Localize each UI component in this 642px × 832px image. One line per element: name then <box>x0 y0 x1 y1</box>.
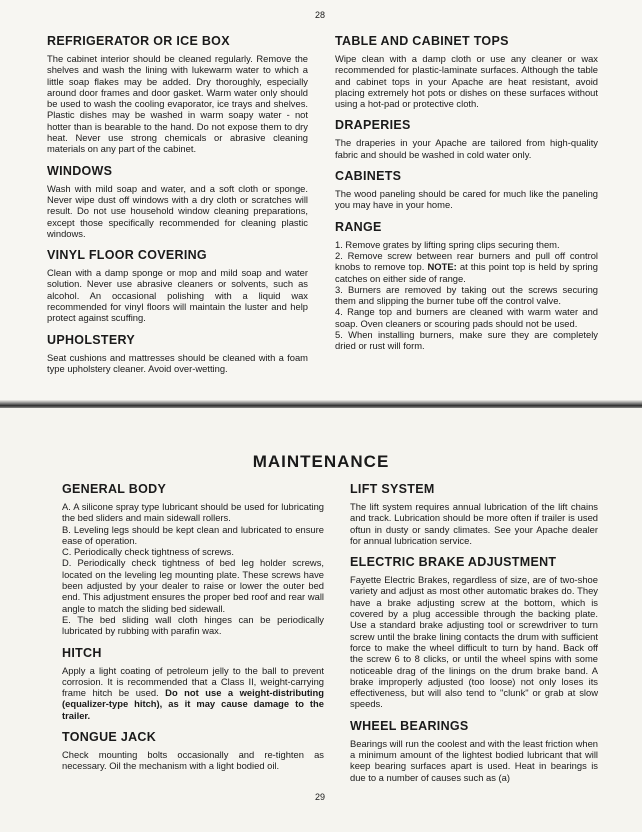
list-item: E. The bed sliding wall cloth hinges can be periodically lubricated by rubbing with parafin wax. <box>62 613 324 637</box>
general-body-items <box>62 501 324 637</box>
list-item: D. Periodically check tightness of bed leg holder screws, located on the leveling leg mounting plate. These screws have been adjusted by your dealer to raise or lower the outer bed end. This adjustment ensures the proper bed roof and rear wall angle to match the sliding bed sidewall. <box>62 557 324 614</box>
right-column <box>335 34 598 352</box>
section-heading: TONGUE JACK <box>62 730 157 745</box>
section-text: Check mounting bolts occasionally and re-tighten as necessary. Oil the mechanism with a light bodied oil. <box>62 749 324 772</box>
section-heading: LIFT SYSTEM <box>350 482 435 496</box>
section-heading: TABLE AND CABINET TOPS <box>335 34 509 48</box>
section-text: The lift system requires annual lubrication of the lift chains and track. Lubrication should be more often if trailer is used oftun in dusty or sandy climates. See your Apache dealer for annual lubrication service. <box>350 501 598 546</box>
section-heading: WINDOWS <box>47 163 113 178</box>
section-heading: DRAPERIES <box>335 118 411 133</box>
range-step: 5. When installing burners, make sure they are completely dried or rust will form. <box>335 329 598 352</box>
section-heading: HITCH <box>62 645 102 660</box>
section-heading: WHEEL BEARINGS <box>350 718 469 733</box>
range-note: at this point top is held by spring catches on either side of range. <box>335 261 598 284</box>
section-text: The wood paneling should be cared for much like the paneling you may have in your home. <box>335 188 598 211</box>
range-step: 2. Remove screw between rear burners and pull off control knobs to remove top. <box>335 249 598 273</box>
section-text: The cabinet interior should be cleaned regularly. Remove the shelves and wash the lining with lukewarm water to which a little soap flakes may be added. Dry thoroughly, especially around door frames and door gasket. Warm water only should be used to wash the cooling evaporator, ice trays and shelves. Plastic dishes may be washed in warm soapy water - not hotter than is bearable to the hand. Do not expose them to dry heat. Never use strong chemicals or abrasive cleaning materials on any part of the cabinet. <box>47 53 308 155</box>
right-column <box>350 482 598 792</box>
page-number: 29 <box>314 792 325 802</box>
range-step: 3. Burners are removed by taking out the screws securing them and slipping the burner tube off the control valve. <box>335 283 598 307</box>
section-heading: REFRIGERATOR OR ICE BOX <box>47 34 230 48</box>
left-column <box>62 482 324 781</box>
section-heading: CABINETS <box>335 169 402 184</box>
section-text: Bearings will run the coolest and with the least friction when a minimum amount of the lightest bodied lubricant that will keep bearing surfaces apart is used. Heat in bearings is due to a number of causes such as (a) <box>350 737 598 783</box>
section-text: Seat cushions and mattresses should be cleaned with a foam type upholstery cleaner. Avoid over-wetting. <box>47 351 308 374</box>
section-text: Wipe clean with a damp cloth or use any cleaner or wax recommended for plastic-laminate surfaces. Although the table and cabinet tops in your Apache are heat resistant, avoid placing extremely hot pots or dishes on these surfaces without using a hot-pad or protective cloth. <box>335 53 598 110</box>
section-text: Clean with a damp sponge or mop and mild soap and water solution. Never use abrasive cleaners or solvents, such as alcohol. An occasional polishing with a liquid wax recommended for vinyl floors will maintain the luster and help protect against scuffing. <box>47 267 308 324</box>
list-item: A. A silicone spray type lubricant should be used for lubricating the bed sliders and main sidewall rollers. <box>62 501 324 524</box>
range-steps <box>335 239 598 352</box>
section-text: Apply a light coating of petroleum jelly to the ball to prevent corrosion. It is recommended that a Class II, weight-carrying frame hitch be used. <box>62 664 324 699</box>
section-heading: GENERAL BODY <box>62 482 167 496</box>
left-column <box>47 34 308 383</box>
section-text: Fayette Electric Brakes, regardless of size, are of two-shoe variety and adjust as most other automatic brakes do. They have a brake adjusting screw at the bottom, which is covered by a plug accessible through the backing plate. Use a standard brake adjusting tool or screwdriver to turn screw until the brake lining contacts the drum with sufficient force to make the wheel difficult to turn by hand. Back off the screw 6 to 8 clicks, or until the wheel spins with some noticeable drag of the linings on the drum brake band. A brake improperly adjusted (too loose) not only loses its effectiveness, but will also tend to "clunk" or grab at slow speeds. <box>350 574 598 710</box>
section-heading: RANGE <box>335 219 382 234</box>
list-item: C. Periodically check tightness of screws. <box>62 546 234 558</box>
note-label: NOTE: <box>427 261 457 273</box>
section-heading: VINYL FLOOR COVERING <box>47 248 207 263</box>
section-heading: ELECTRIC BRAKE ADJUSTMENT <box>350 555 557 570</box>
section-text: The draperies in your Apache are tailored from high-quality fabric and should be washed in cold water only. <box>335 137 598 160</box>
range-step: 4. Range top and burners are cleaned with warm water and soap. Oven cleaners or scouring pads should not be used. <box>335 306 598 329</box>
hitch-warning: Do not use a weight-distributing (equalizer-type hitch), as it may cause damage to the trailer. <box>62 687 324 721</box>
section-heading: UPHOLSTERY <box>47 332 135 347</box>
list-item: B. Leveling legs should be kept clean and lubricated to ensure ease of operation. <box>62 523 324 546</box>
section-text: Wash with mild soap and water, and a soft cloth or sponge. Never wipe dust off windows with a dry cloth or scratches will result. Do not use household window cleaning preparations, except those specifically recommended for cleaning plastic windows. <box>47 182 308 239</box>
page-number: 28 <box>314 10 325 20</box>
page-28 <box>0 0 642 402</box>
range-step: 1. Remove grates by lifting spring clips securing them. <box>335 238 560 250</box>
page-title: MAINTENANCE <box>252 452 390 471</box>
